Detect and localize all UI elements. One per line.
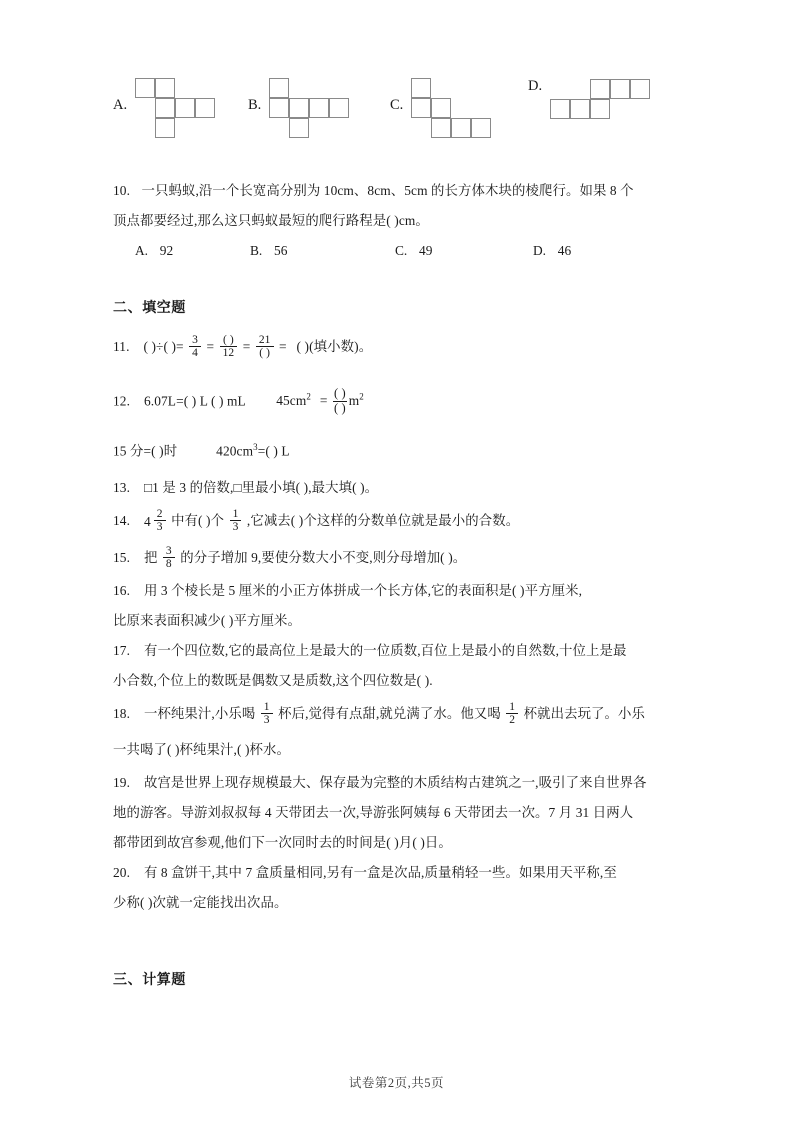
question-18-p2: 杯后,觉得有点甜,就兑满了水。他又喝 <box>278 705 501 721</box>
fraction-blank-over-twelve <box>220 334 238 360</box>
net-cell <box>451 118 471 138</box>
question-15-number: 15. <box>113 549 131 565</box>
fraction-two-thirds <box>154 508 166 534</box>
question-19-number: 19. <box>113 774 131 790</box>
fraction-denominator: 4 <box>192 347 198 360</box>
net-option-d-grid <box>550 79 650 119</box>
net-cell <box>610 79 630 99</box>
net-cell <box>269 78 289 98</box>
net-cell <box>550 99 570 119</box>
question-16-number: 16. <box>113 582 131 598</box>
fraction-three-eighths <box>163 545 175 571</box>
question-12 <box>113 380 681 418</box>
question-20-line1: 有 8 盒饼干,其中 7 盒质量相同,另有一盒是次品,质量稍轻一些。如果用天平称,至 <box>143 864 617 880</box>
choice-d-value: 46 <box>557 243 572 258</box>
question-14-mid2: ,它减去( )个这样的分数单位就是最小的合数。 <box>246 512 520 528</box>
net-cell <box>269 98 289 118</box>
net-cell <box>155 98 175 118</box>
mixed-number-four-and-two-thirds <box>144 504 168 540</box>
superscript-three: 3 <box>253 442 258 453</box>
question-14 <box>113 503 681 540</box>
question-17 <box>113 636 681 696</box>
net-option-b-grid <box>269 78 349 138</box>
question-10-line2: 顶点都要经过,那么这只蚂蚁最短的爬行路程是( )cm。 <box>113 213 429 228</box>
fraction-blank-over-blank <box>333 387 347 415</box>
fraction-denominator[interactable]: ( ) <box>259 347 271 360</box>
cube-net-options-row <box>113 78 681 164</box>
fraction-denominator: 12 <box>222 347 235 360</box>
choice-b-label: B. <box>250 243 263 258</box>
fraction-numerator: 1 <box>506 701 518 714</box>
net-cell <box>309 98 329 118</box>
fraction-denominator: 2 <box>509 714 516 727</box>
net-cell <box>411 78 431 98</box>
question-12-unit: m <box>348 393 360 409</box>
section-heading-fill-in-blank: 二、填空题 <box>113 299 186 315</box>
question-16 <box>113 576 681 636</box>
question-14-number: 14. <box>113 512 131 528</box>
net-cell <box>195 98 215 118</box>
question-19 <box>113 768 681 858</box>
fraction-twentyone-over-blank <box>256 334 274 360</box>
choice-b[interactable] <box>250 236 287 266</box>
question-11 <box>113 328 681 366</box>
question-11-eq2: = <box>242 339 251 354</box>
fraction-denominator: 8 <box>165 558 172 571</box>
net-option-c-grid <box>411 78 491 138</box>
net-cell <box>135 78 155 98</box>
question-10-number: 10. <box>113 183 131 198</box>
fraction-denominator: 3 <box>232 521 239 534</box>
question-16-line2: 比原来表面积减少( )平方厘米。 <box>113 612 301 628</box>
choice-c-value: 49 <box>419 243 433 258</box>
choice-d-label: D. <box>533 243 547 258</box>
choice-a-value: 92 <box>159 243 174 258</box>
choice-a[interactable] <box>135 236 173 266</box>
question-10 <box>113 176 681 236</box>
question-13 <box>113 473 681 503</box>
fraction-numerator: 21 <box>256 334 274 347</box>
question-17-line1: 有一个四位数,它的最高位上是最大的一位质数,百位上是最小的自然数,十位上是最 <box>143 642 627 658</box>
net-cell <box>175 98 195 118</box>
net-cell <box>471 118 491 138</box>
net-option-b[interactable] <box>248 78 349 138</box>
question-12-part1: 6.07L=( ) L ( ) mL <box>143 393 246 409</box>
question-13-number: 13. <box>113 479 131 495</box>
fraction-denominator: 3 <box>156 521 163 534</box>
question-12-volume-value: 420cm <box>216 443 254 459</box>
question-20-line2: 少称( )次就一定能找出次品。 <box>113 894 288 910</box>
choice-c[interactable] <box>395 236 432 266</box>
choice-d[interactable] <box>533 236 571 266</box>
question-19-line3: 都带团到故宫参观,他们下一次同时去的时间是( )月( )日。 <box>113 834 452 850</box>
fraction-numerator: 1 <box>261 701 273 714</box>
net-cell <box>155 78 175 98</box>
page-content <box>113 78 681 994</box>
net-option-a[interactable] <box>113 78 215 138</box>
question-18 <box>113 696 681 768</box>
fraction-numerator: 3 <box>189 334 201 347</box>
question-15-pre: 把 <box>143 549 158 565</box>
question-18-p3: 杯就出去玩了。小乐 <box>523 705 646 721</box>
question-11-part1: ( )÷( )= <box>143 339 184 354</box>
net-option-d-label: D. <box>528 78 543 94</box>
question-12-area-value: 45cm <box>276 393 307 409</box>
question-18-p1: 一杯纯果汁,小乐喝 <box>143 705 256 721</box>
fraction-numerator: 3 <box>163 545 175 558</box>
question-11-eq3: = <box>278 339 287 354</box>
question-15-post: 的分子增加 9,要使分数大小不变,则分母增加( )。 <box>180 549 467 565</box>
net-option-b-label: B. <box>248 97 262 113</box>
question-12-area-expr <box>276 386 364 415</box>
net-cell <box>590 99 610 119</box>
fraction-one-half <box>506 701 518 727</box>
net-option-a-grid <box>135 78 215 138</box>
question-12-line2 <box>113 432 681 466</box>
net-cell <box>431 118 451 138</box>
fraction-denominator: 3 <box>263 714 270 727</box>
question-18-number: 18. <box>113 705 131 721</box>
net-option-a-label: A. <box>113 97 128 113</box>
question-18-line2: 一共喝了( )杯纯果汁,( )杯水。 <box>113 741 290 757</box>
fraction-numerator[interactable]: ( ) <box>333 386 346 401</box>
net-cell <box>431 98 451 118</box>
question-12-volume-rest: =( ) L <box>257 443 290 459</box>
net-cell <box>630 79 650 99</box>
question-12-eq: = <box>319 393 328 409</box>
fraction-denominator[interactable]: ( ) <box>333 400 346 415</box>
superscript-two: 2 <box>359 392 364 402</box>
net-option-c[interactable] <box>390 78 491 138</box>
choice-a-label: A. <box>135 243 149 258</box>
question-19-line2: 地的游客。导游刘叔叔每 4 天带团去一次,导游张阿姨每 6 天带团去一次。7 月 31 日两人 <box>113 804 634 820</box>
fraction-one-third <box>230 508 242 534</box>
fraction-numerator[interactable]: ( ) <box>220 334 238 347</box>
question-13-text: □1 是 3 的倍数,□里最小填( ),最大填( )。 <box>143 479 379 495</box>
net-cell <box>289 118 309 138</box>
question-20 <box>113 858 681 918</box>
net-cell <box>411 98 431 118</box>
question-10-line1: 一只蚂蚁,沿一个长宽高分别为 10cm、8cm、5cm 的长方体木块的棱爬行。如果 8 个 <box>141 183 634 198</box>
section-heading-calculation: 三、计算题 <box>113 970 186 987</box>
net-cell <box>155 118 175 138</box>
mixed-whole-part: 4 <box>143 513 151 529</box>
question-11-part2: ( )(填小数)。 <box>296 339 373 354</box>
net-cell <box>329 98 349 118</box>
fraction-one-third <box>261 701 273 727</box>
choice-b-value: 56 <box>274 243 288 258</box>
question-19-line1: 故宫是世界上现存规模最大、保存最为完整的木质结构古建筑之一,吸引了来自世界各 <box>143 774 647 790</box>
question-15 <box>113 540 681 576</box>
net-option-d[interactable] <box>528 78 650 119</box>
net-cell <box>289 98 309 118</box>
question-20-number: 20. <box>113 864 131 880</box>
fraction-three-quarters <box>189 334 201 360</box>
net-option-c-label: C. <box>390 97 404 113</box>
question-17-line2: 小合数,个位上的数既是偶数又是质数,这个四位数是( ). <box>113 672 433 688</box>
fraction-numerator: 2 <box>154 508 166 521</box>
question-14-mid1: 中有( )个 <box>171 512 225 528</box>
question-12-number: 12. <box>113 393 131 409</box>
question-12-time-conversion: 15 分=( )时 <box>113 443 178 459</box>
choice-c-label: C. <box>395 243 408 258</box>
page-footer: 试卷第2页,共5页 <box>348 1076 445 1090</box>
net-cell <box>570 99 590 119</box>
net-cell <box>590 79 610 99</box>
question-11-number: 11. <box>113 339 130 354</box>
question-17-number: 17. <box>113 642 131 658</box>
fraction-numerator: 1 <box>230 508 242 521</box>
question-10-choices <box>113 236 681 266</box>
superscript-two: 2 <box>306 392 311 402</box>
question-16-line1: 用 3 个棱长是 5 厘米的小正方体拼成一个长方体,它的表面积是( )平方厘米, <box>143 582 583 598</box>
question-11-eq1: = <box>206 339 215 354</box>
